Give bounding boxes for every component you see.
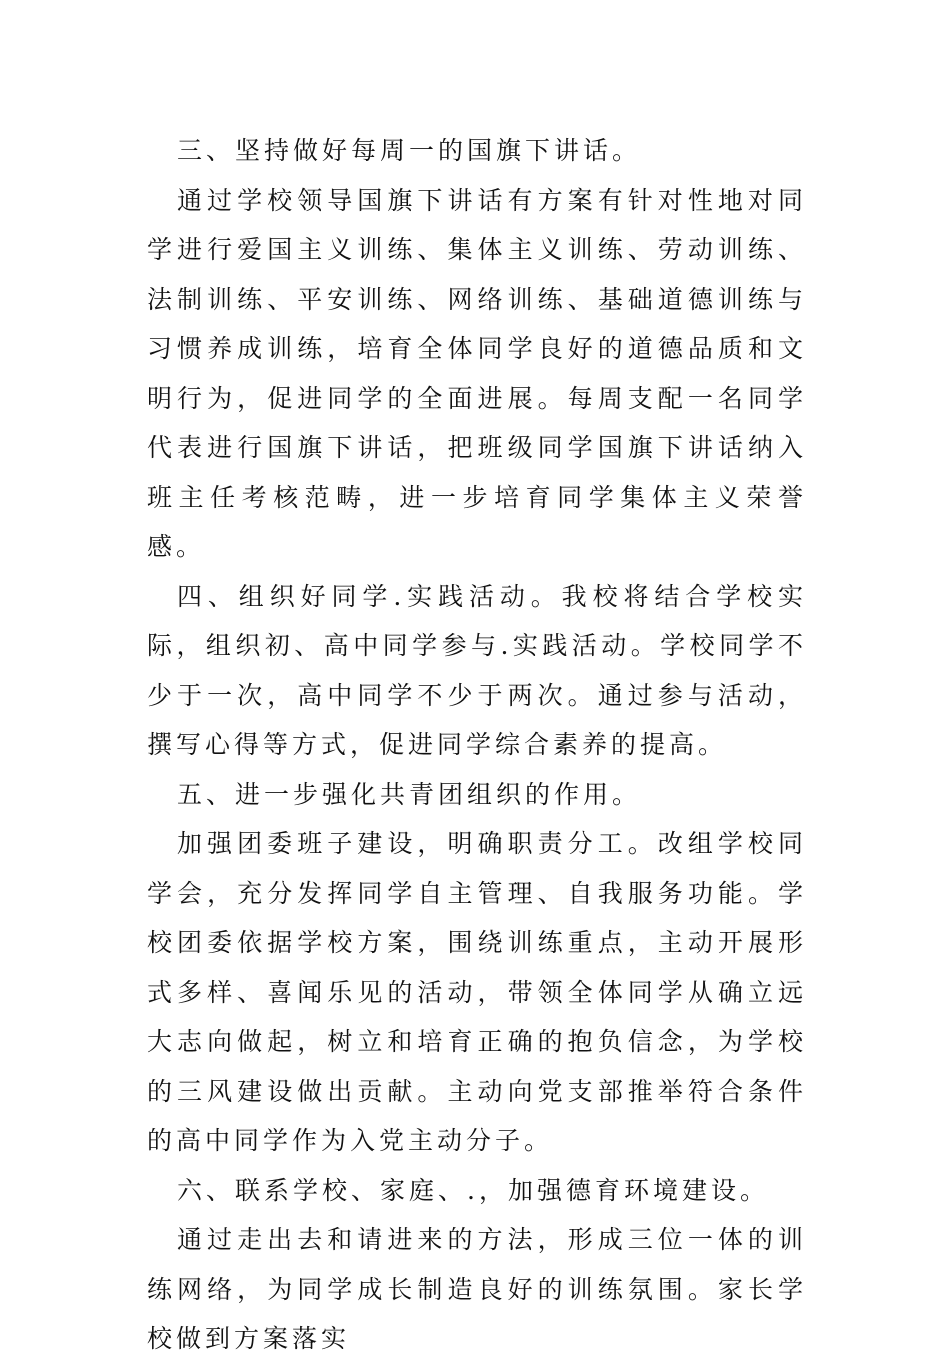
body-paragraph: 加强团委班子建设，明确职责分工。改组学校同学会，充分发挥同学自主管理、自我服务功能。学校团委依据学校方案，围绕训练重点，主动开展形式多样、喜闻乐见的活动，带领全体同学从确立远大志向做起，树立和培育正确的抱负信念，为学校的三风建设做出贡献。主动向党支部推举符合条件的高中同学作为入党主动分子。 bbox=[147, 829, 807, 1155]
body-paragraph: 通过学校领导国旗下讲话有方案有针对性地对同学进行爱国主义训练、集体主义训练、劳动训练、法制训练、平安训练、网络训练、基础道德训练与习惯养成训练，培育全体同学良好的道德品质和文明行为，促进同学的全面进展。每周支配一名同学代表进行国旗下讲话，把班级同学国旗下讲话纳入班主任考核范畴，进一步培育同学集体主义荣誉感。 bbox=[147, 185, 807, 561]
body-paragraph: 通过走出去和请进来的方法，形成三位一体的训练网络，为同学成长制造良好的训练氛围。家长学校做到方案落实 bbox=[147, 1225, 807, 1353]
section-heading-5: 五、进一步强化共青团组织的作用。 bbox=[177, 779, 642, 809]
section-paragraph-4: 四、组织好同学.实践活动。我校将结合学校实际，组织初、高中同学参与.实践活动。学校同学不少于一次，高中同学不少于两次。通过参与活动，撰写心得等方式，促进同学综合素养的提高。 bbox=[147, 581, 807, 759]
section-heading-3: 三、坚持做好每周一的国旗下讲话。 bbox=[177, 136, 642, 165]
document-body bbox=[147, 126, 807, 1364]
section-heading-6: 六、联系学校、家庭、.，加强德育环境建设。 bbox=[177, 1175, 769, 1205]
